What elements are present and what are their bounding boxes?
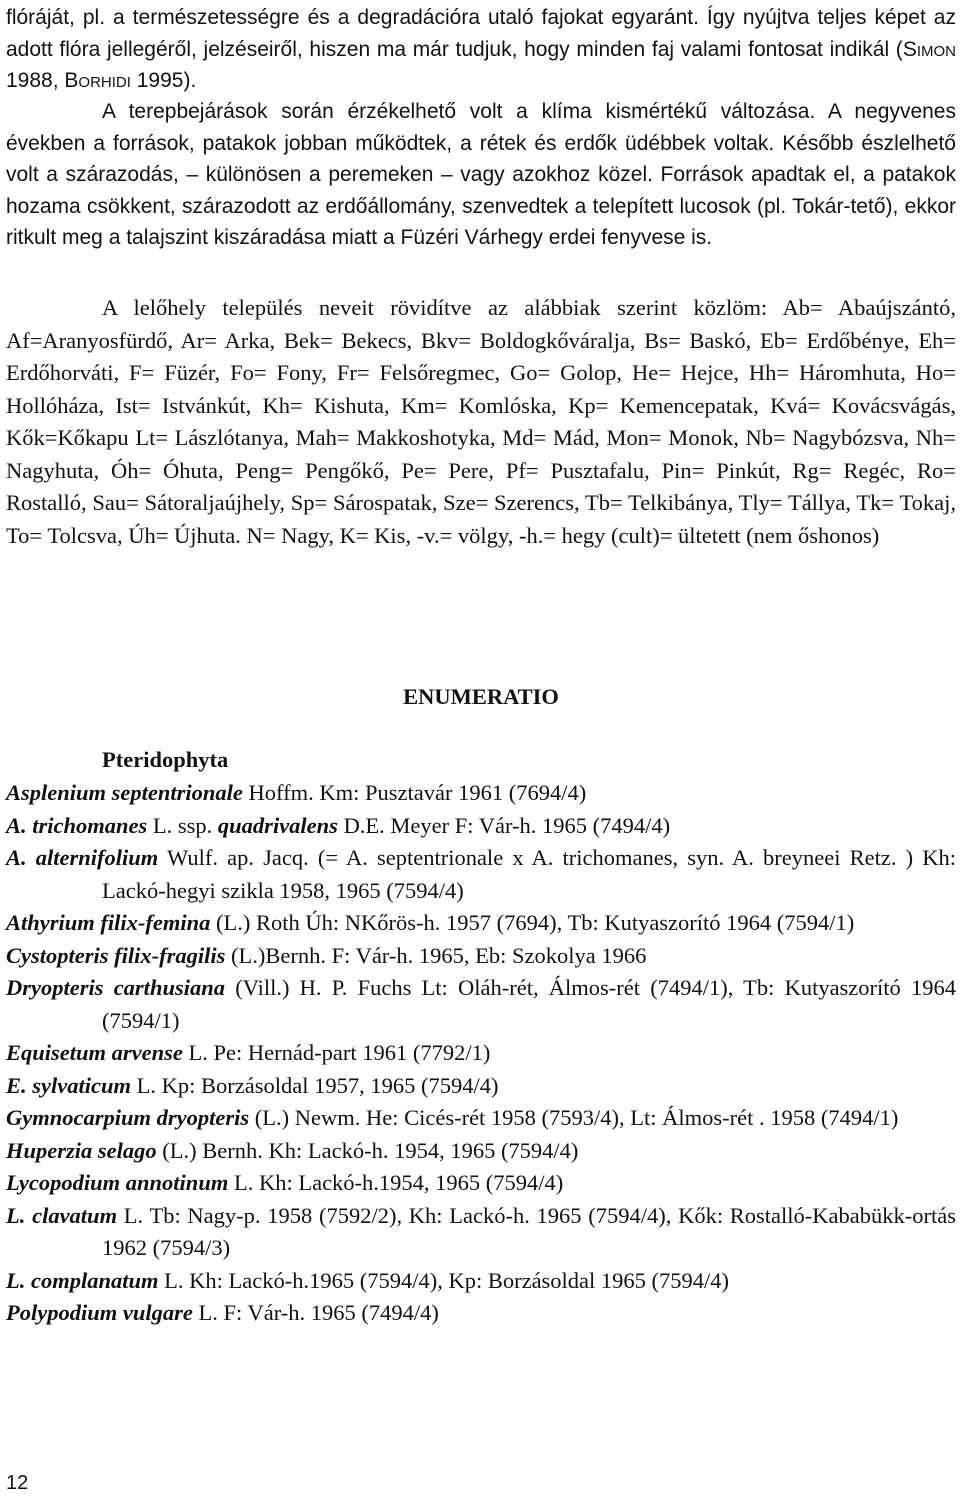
entry-details: Wulf. ap. Jacq. (= A. septentrionale x A. trichomanes, syn. A. breyneei Retz. ) Kh: Lackó-hegyi szikla 1958, 1965 (7594/4) <box>102 845 956 903</box>
taxon-name: Polypodium vulgare <box>6 1300 193 1325</box>
locality-abbreviations-paragraph: A lelőhely település neveit rövidítve az alábbiak szerint közlöm: Ab= Abaújszántó, Af=Aranyosfürdő, Ar= Arka, Bek= Bekecs, Bkv= Boldogkőváralja, Bs= Baskó, Eb= Erdőbénye, Eh= Erdőhorváti, F= Füzér, Fo= Fony, Fr= Felsőregmec, Go= Golop, He= Hejce, Hh= Háromhuta, Ho= Hollóháza, Ist= Istvánkút, Kh= Kishuta, Km= Komlóska, Kp= Kemencepatak, Kvá= Kovácsvágás, Kők=Kőkapu Lt= Lászlótanya, Mah= Makkoshotyka, Md= Mád, Mon= Monok, Nb= Nagybózsva, Nh= Nagyhuta, Óh= Óhuta, Peng= Pengőkő, Pe= Pere, Pf= Pusztafalu, Pin= Pinkút, Rg= Regéc, Ro= Rostalló, Sau= Sátoraljaújhely, Sp= Sárospatak, Sze= Szerencs, Tb= Telkibánya, Tly= Tállya, Tk= Tokaj, To= Tolcsva, Úh= Újhuta. N= Nagy, K= Kis, -v.= völgy, -h.= hegy (cult)= ültetett (nem őshonos) <box>6 295 956 548</box>
section-heading-pteridophyta: Pteridophyta <box>102 747 229 772</box>
entry-details: Hoffm. Km: Pusztavár 1961 (7694/4) <box>242 780 587 805</box>
taxon-name: Huperzia selago <box>6 1137 157 1163</box>
entry-details: (L.) Bernh. Kh: Lackó-h. 1954, 1965 (7594/4) <box>156 1137 579 1163</box>
species-entry <box>6 972 956 1037</box>
species-entry <box>6 1200 956 1265</box>
taxon-name: Dryopteris carthusiana <box>6 975 225 1000</box>
author-simon: Simon <box>902 37 956 61</box>
taxon-name: Gymnocarpium dryopteris <box>6 1105 250 1130</box>
taxon-name: A. trichomanes <box>6 812 148 838</box>
taxon-name: Equisetum arvense <box>6 1040 183 1065</box>
entry-details: L. Kh: Lackó-h.1954, 1965 (7594/4) <box>228 1170 564 1195</box>
entry-details: L. Kp: Borzásoldal 1957, 1965 (7594/4) <box>131 1072 499 1098</box>
author-borhidi: Borhidi <box>64 69 131 92</box>
taxon-name: Cystopteris filix-fragilis <box>6 942 226 968</box>
species-entry <box>6 1297 956 1330</box>
species-entry <box>6 1037 956 1070</box>
species-entry <box>6 1265 956 1298</box>
taxon-name: L. complanatum <box>6 1267 159 1293</box>
species-entry <box>6 1070 956 1103</box>
species-list <box>6 777 956 1330</box>
intro-paragraph-1: flóráját, pl. a természetességre és a degradációra utaló fajokat egyaránt. Így nyújtva teljes képet az adott flóra jellegéről, jelzéseiről, hiszen ma már tudjuk, hogy minden faj valami fontosat indikál (Simon 1988, Borhidi 1995). <box>6 6 956 92</box>
entry-details: D.E. Meyer F: Vár-h. 1965 (7494/4) <box>337 812 671 838</box>
entry-details: (L.) Newm. He: Cicés-rét 1958 (7593/4), Lt: Álmos-rét . 1958 (7494/1) <box>249 1105 899 1130</box>
species-entry <box>6 842 956 907</box>
species-entry <box>6 907 956 940</box>
species-entry <box>6 1167 956 1200</box>
infraspecific-name: quadrivalens <box>217 812 338 838</box>
entry-details: L. Kh: Lackó-h.1965 (7594/4), Kp: Borzásoldal 1965 (7594/4) <box>158 1267 730 1293</box>
species-entry <box>6 777 956 810</box>
intro-paragraph-2: A terepbejárások során érzékelhető volt a klíma kismértékű változása. A negyvenes években a források, patakok jobban működtek, a rétek és erdők üdébbek voltak. Később észlelhető volt a szárazodás, – különösen a peremeken – vagy azokhoz közel. Források apadtak el, a patakok hozama csökkent, szárazodott az erdőállomány, szenvedtek a telepített lucosok (pl. Tokár-tető), ekkor ritkult meg a talajszint kiszáradása miatt a Füzéri Várhegy erdei fenyvese is. <box>6 100 956 249</box>
species-entry <box>6 1135 956 1168</box>
p1-text: flóráját, pl. a természetességre és a degradációra utaló fajokat egyaránt. Így nyújtva teljes képet az adott flóra jellegéről, jelzéseiről, hiszen ma már tudjuk, hogy minden faj valami fontosat indikál ( <box>6 6 956 61</box>
entry-details: L. Pe: Hernád-part 1961 (7792/1) <box>182 1040 491 1065</box>
entry-details: (L.) Roth Úh: NKőrös-h. 1957 (7694), Tb: Kutyaszorító 1964 (7594/1) <box>210 910 855 935</box>
entry-details: (L.)Bernh. F: Vár-h. 1965, Eb: Szokolya 1966 <box>225 942 647 968</box>
page-number: 12 <box>6 1472 29 1494</box>
entry-text: L. ssp. <box>147 812 218 838</box>
taxon-name: L. clavatum <box>6 1202 118 1228</box>
entry-details: (Vill.) H. P. Fuchs Lt: Oláh-rét, Álmos-rét (7494/1), Tb: Kutyaszorító 1964 (7594/1) <box>102 975 956 1033</box>
taxon-name: Athyrium filix-femina <box>6 910 211 935</box>
species-entry <box>6 940 956 973</box>
taxon-name: A. alternifolium <box>6 845 159 870</box>
taxon-name: Lycopodium annotinum <box>6 1170 229 1195</box>
species-entry <box>6 810 956 843</box>
entry-details: L. Tb: Nagy-p. 1958 (7592/2), Kh: Lackó-h. 1965 (7594/4), Kők: Rostalló-Kababükk-ortás 1962 (7594/3) <box>102 1202 956 1260</box>
taxon-name: Asplenium septentrionale <box>6 780 243 805</box>
enumeratio-heading: ENUMERATIO <box>403 684 559 709</box>
taxon-name: E. sylvaticum <box>6 1072 131 1098</box>
entry-details: L. F: Vár-h. 1965 (7494/4) <box>192 1300 439 1325</box>
species-entry <box>6 1102 956 1135</box>
